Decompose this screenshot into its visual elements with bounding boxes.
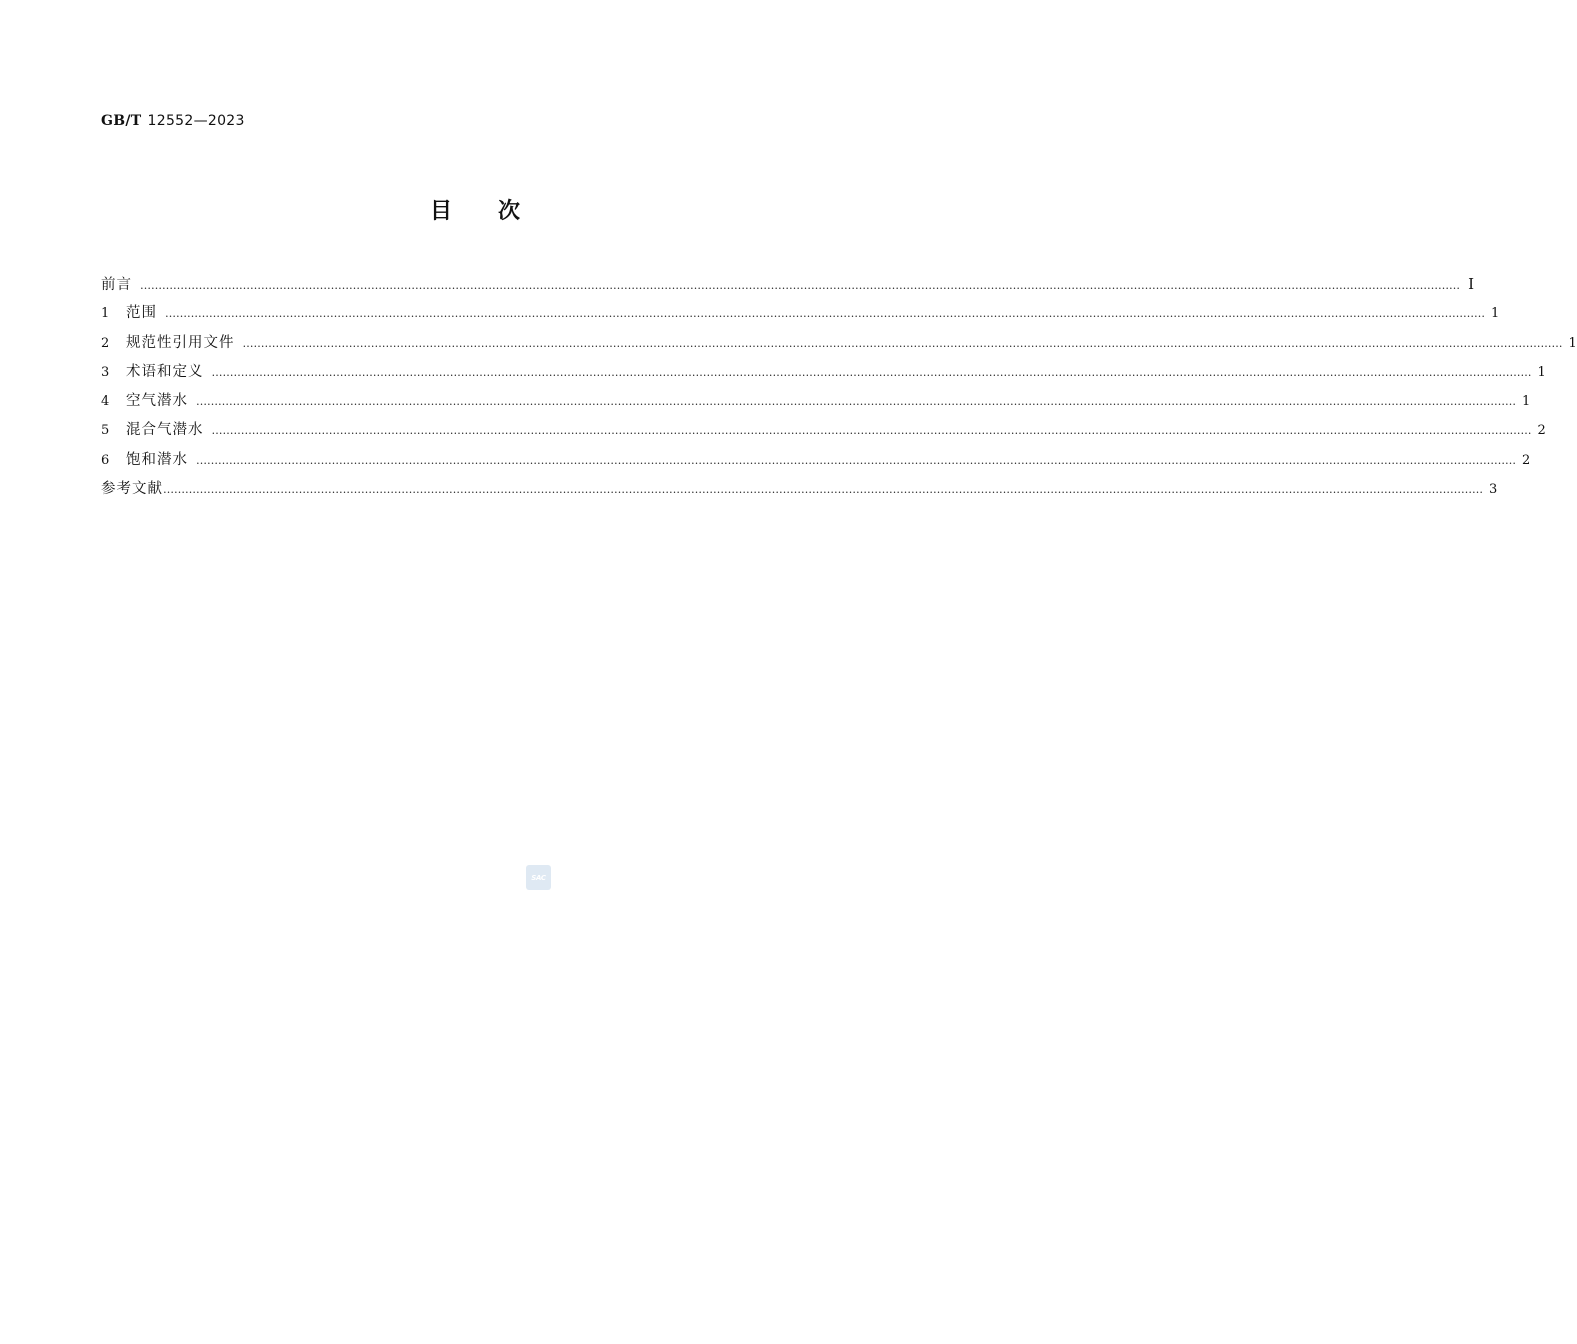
- toc-entry-page: 2: [1522, 452, 1531, 468]
- toc-leader-dots: ………………………………………………………………………………………………………………………………………………………………………………………………………………………………………………………………………………………………………………………………: [165, 307, 1485, 321]
- toc-entry-label: 混合气潜水: [126, 422, 204, 439]
- toc-leader-dots: ………………………………………………………………………………………………………………………………………………………………………………………………………………………………………………………………………………………………………………………………: [211, 365, 1532, 379]
- toc-entry-label: 饱和潜水: [126, 451, 188, 468]
- toc-entry-bibliography[interactable]: [101, 477, 1498, 506]
- toc-entry-label: 参考文献: [101, 481, 163, 498]
- toc-entry-terms-definitions[interactable]: [101, 360, 1546, 389]
- toc-entry-air-diving[interactable]: [101, 389, 1531, 418]
- toc-leader-dots: ………………………………………………………………………………………………………………………………………………………………………………………………………………………………………………………………………………………………………………………………: [196, 395, 1516, 409]
- toc-entry-page: 3: [1489, 482, 1498, 498]
- toc-entry-label: 规范性引用文件: [126, 334, 235, 351]
- toc-leader-dots: ………………………………………………………………………………………………………………………………………………………………………………………………………………………………………………………………………………………………………………………………: [163, 483, 1483, 497]
- toc-entry-page: 1: [1522, 394, 1531, 410]
- toc-entry-page: 1: [1568, 335, 1577, 351]
- page-title: 目次: [429, 199, 566, 224]
- toc-entry-scope[interactable]: [101, 301, 1500, 330]
- toc-entry-page: Ⅰ: [1468, 275, 1474, 293]
- toc-entry-normative-references[interactable]: [101, 331, 1577, 360]
- toc-leader-dots: ………………………………………………………………………………………………………………………………………………………………………………………………………………………………………………………………………………………………………………………………: [242, 336, 1563, 350]
- standard-code-prefix: GB/T: [101, 113, 142, 129]
- table-of-contents: [101, 272, 1577, 506]
- toc-entry-mixed-gas-diving[interactable]: [101, 418, 1546, 447]
- toc-entry-page: 2: [1537, 423, 1546, 439]
- toc-entry-label: 术语和定义: [126, 363, 204, 380]
- toc-entry-label: 空气潜水: [126, 393, 188, 410]
- toc-leader-dots: ………………………………………………………………………………………………………………………………………………………………………………………………………………………………………………………………………………………………………………………………: [140, 279, 1460, 292]
- toc-entry-page: 1: [1537, 364, 1546, 380]
- toc-entry-foreword[interactable]: [101, 272, 1474, 301]
- toc-leader-dots: ………………………………………………………………………………………………………………………………………………………………………………………………………………………………………………………………………………………………………………………………: [196, 453, 1516, 467]
- toc-entry-number: 1: [101, 306, 110, 322]
- standard-code: [101, 113, 245, 129]
- toc-entry-label: 范围: [126, 305, 157, 322]
- toc-leader-dots: ………………………………………………………………………………………………………………………………………………………………………………………………………………………………………………………………………………………………………………………………: [211, 424, 1532, 438]
- toc-entry-page: 1: [1491, 306, 1500, 322]
- toc-entry-number: 2: [101, 335, 110, 351]
- standard-code-number: 12552—2023: [147, 113, 245, 129]
- toc-entry-label: 前言: [101, 277, 132, 293]
- toc-entry-number: 4: [101, 394, 110, 410]
- toc-entry-number: 5: [101, 423, 110, 439]
- toc-entry-number: 6: [101, 452, 110, 468]
- toc-entry-number: 3: [101, 364, 110, 380]
- toc-entry-saturation-diving[interactable]: [101, 448, 1531, 477]
- sac-watermark-logo: SAC: [526, 865, 551, 890]
